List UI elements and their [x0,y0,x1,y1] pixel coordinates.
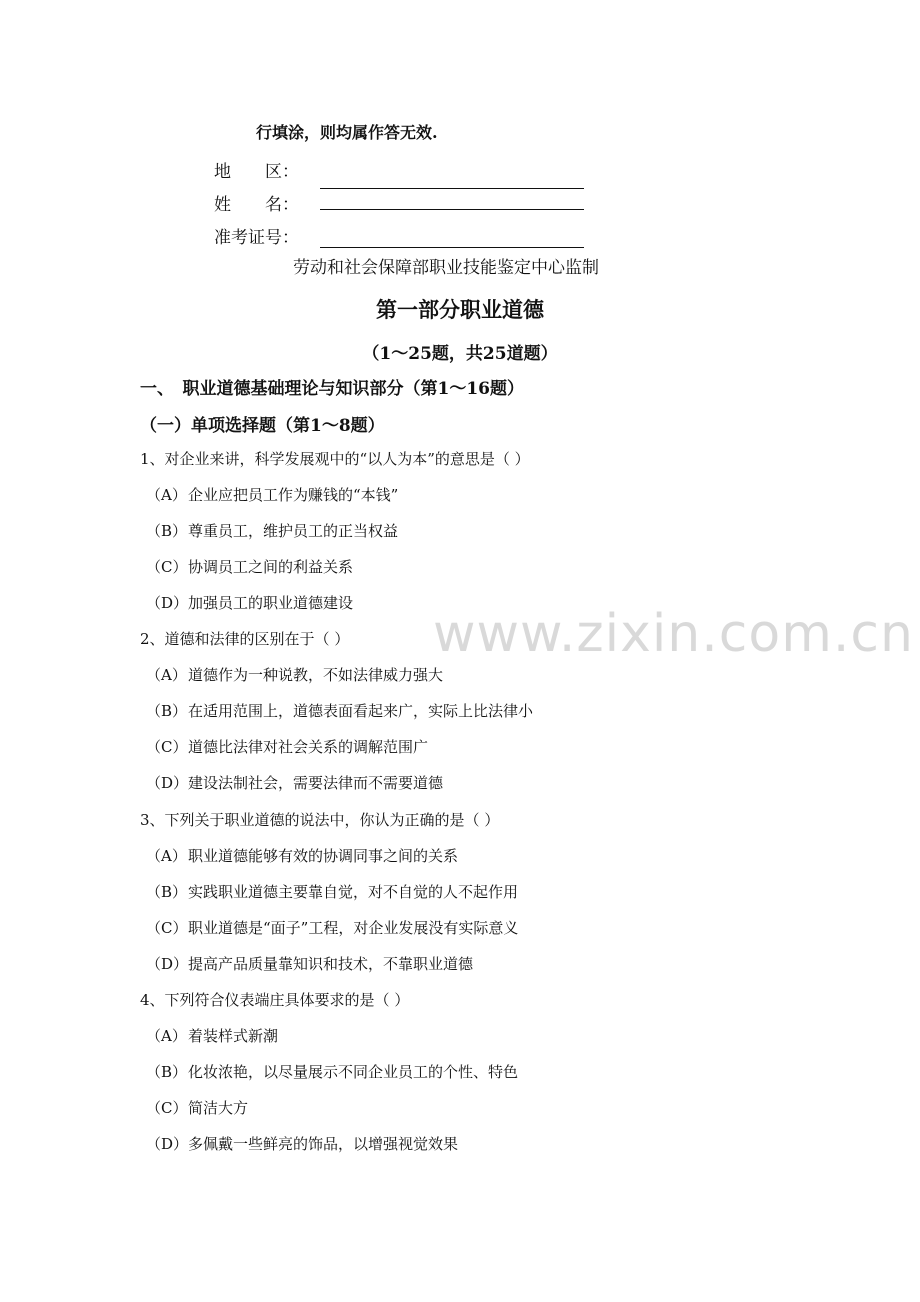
option-letter: （D） [146,594,189,612]
option-item [146,1061,518,1082]
option-letter: （A） [146,666,187,684]
option-letter: （A） [146,847,187,865]
field-label-name: 姓 名： [214,195,299,215]
option-text: 多佩戴一些鲜亮的饰品，以增强视觉效果 [188,1135,459,1153]
option-letter: （D） [146,774,189,792]
option-text: 加强员工的职业道德建设 [188,594,354,612]
option-item [146,953,473,974]
option-text: 尊重员工，维护员工的正当权益 [188,522,399,540]
option-item [146,917,518,938]
option-letter: （C） [146,1099,188,1117]
option-text: 企业应把员工作为赚钱的“本钱” [188,486,399,504]
option-letter: （D） [146,1135,189,1153]
option-text: 着装样式新潮 [188,1027,279,1045]
question-stem: 1、对企业来讲，科学发展观中的“以人为本”的意思是（ ） [140,450,530,468]
subsection-title: （一）单项选择题（第1～8题） [140,416,385,436]
watermark: www.zixin.com.cn [433,604,914,664]
option-item [146,1025,278,1046]
option-item [146,1133,458,1154]
option-text: 在适用范围上，道德表面看起来广，实际上比法律小 [188,702,534,720]
option-item [146,845,458,866]
option-letter: （C） [146,919,188,937]
option-letter: （C） [146,558,188,576]
instruction-note: 行填涂，则均属作答无效. [256,123,438,142]
option-item [146,592,353,613]
option-letter: （B） [146,702,188,720]
field-label-region: 地 区： [214,162,299,182]
option-text: 职业道德是“面子”工程，对企业发展没有实际意义 [188,919,519,937]
part-subtitle: （1～25题，共25道题） [362,344,558,364]
option-letter: （B） [146,1063,188,1081]
option-letter: （B） [146,522,188,540]
option-letter: （D） [146,955,189,973]
option-item [146,700,533,721]
option-text: 化妆浓艳，以尽量展示不同企业员工的个性、特色 [188,1063,519,1081]
name-field[interactable] [320,209,584,210]
option-letter: （B） [146,883,188,901]
section-title: 一、 职业道德基础理论与知识部分（第1～16题） [140,379,524,399]
option-item [146,664,443,685]
option-item [146,520,398,541]
option-text: 职业道德能够有效的协调同事之间的关系 [188,847,459,865]
field-label-exam-id: 准考证号： [214,228,299,248]
option-text: 建设法制社会，需要法律而不需要道德 [188,774,444,792]
option-text: 提高产品质量靠知识和技术，不靠职业道德 [188,955,474,973]
option-letter: （C） [146,738,188,756]
option-text: 简洁大方 [188,1099,249,1117]
name-field-top-line[interactable] [320,188,584,189]
issuer-text: 劳动和社会保障部职业技能鉴定中心监制 [293,258,599,278]
exam-id-field[interactable] [320,247,584,248]
option-text: 道德比法律对社会关系的调解范围广 [188,738,429,756]
option-item [146,881,518,902]
option-item [146,772,443,793]
option-letter: （A） [146,1027,187,1045]
question-stem: 3、下列关于职业道德的说法中，你认为正确的是（ ） [140,811,500,829]
question-stem: 4、下列符合仪表端庄具体要求的是（ ） [140,991,410,1009]
option-text: 道德作为一种说教，不如法律威力强大 [188,666,444,684]
option-item [146,484,398,505]
option-text: 协调员工之间的利益关系 [188,558,354,576]
question-stem: 2、道德和法律的区别在于（ ） [140,630,350,648]
option-item [146,736,428,757]
option-letter: （A） [146,486,187,504]
option-text: 实践职业道德主要靠自觉，对不自觉的人不起作用 [188,883,519,901]
part-title: 第一部分职业道德 [376,297,544,322]
option-item [146,1097,248,1118]
option-item [146,556,353,577]
